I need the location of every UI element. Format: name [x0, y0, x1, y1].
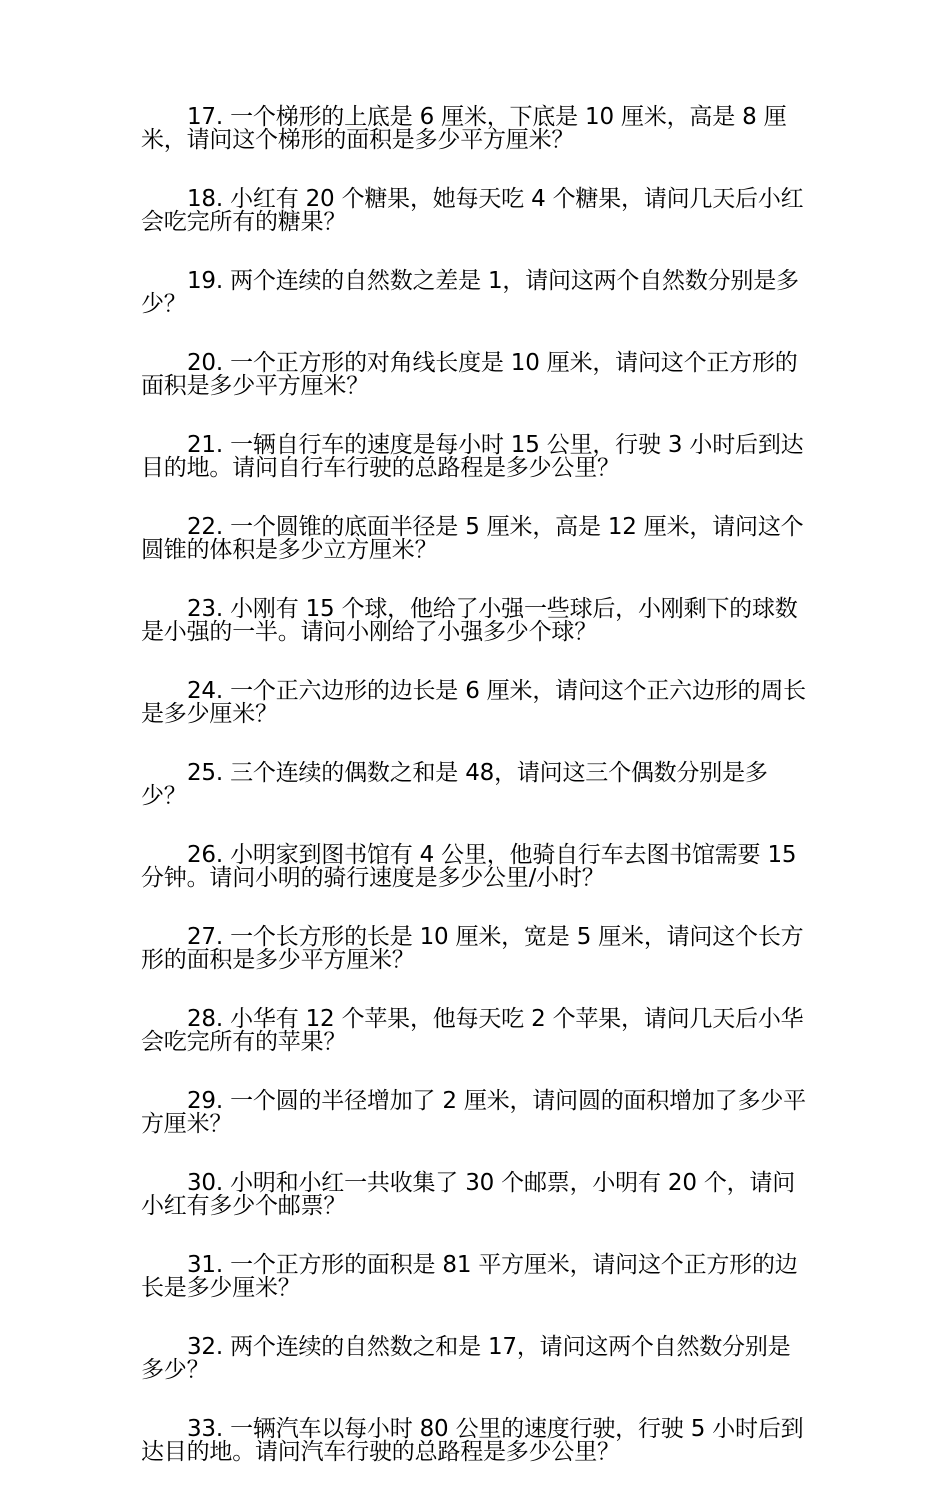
- question-24: 24. 一个正六边形的边长是 6 厘米，请问这个正六边形的周长是多少厘米？: [141, 678, 806, 727]
- question-list: [141, 106, 813, 1500]
- question-26: 26. 小明家到图书馆有 4 公里，他骑自行车去图书馆需要 15 分钟。请问小明的骑行速度是多少公里/小时？: [141, 842, 797, 891]
- question-20: 20. 一个正方形的对角线长度是 10 厘米，请问这个正方形的面积是多少平方厘米？: [141, 350, 798, 399]
- question-32: 32. 两个连续的自然数之和是 17，请问这两个自然数分别是多少？: [141, 1334, 791, 1383]
- question-31: 31. 一个正方形的面积是 81 平方厘米，请问这个正方形的边长是多少厘米？: [141, 1252, 798, 1301]
- question-33: 33. 一辆汽车以每小时 80 公里的速度行驶，行驶 5 小时后到达目的地。请问汽车行驶的总路程是多少公里？: [141, 1416, 804, 1465]
- question-21: 21. 一辆自行车的速度是每小时 15 公里，行驶 3 小时后到达目的地。请问自行车行驶的总路程是多少公里？: [141, 432, 804, 481]
- question-30: 30. 小明和小红一共收集了 30 个邮票，小明有 20 个，请问小红有多少个邮票？: [141, 1170, 796, 1219]
- question-22: 22. 一个圆锥的底面半径是 5 厘米，高是 12 厘米，请问这个圆锥的体积是多少立方厘米？: [141, 514, 804, 563]
- question-18: 18. 小红有 20 个糖果，她每天吃 4 个糖果，请问几天后小红会吃完所有的糖果？: [141, 186, 804, 235]
- question-28: 28. 小华有 12 个苹果，他每天吃 2 个苹果，请问几天后小华会吃完所有的苹果？: [141, 1006, 804, 1055]
- question-29: 29. 一个圆的半径增加了 2 厘米，请问圆的面积增加了多少平方厘米？: [141, 1088, 806, 1137]
- question-17: 17. 一个梯形的上底是 6 厘米，下底是 10 厘米，高是 8 厘米，请问这个梯形的面积是多少平方厘米？: [141, 104, 787, 153]
- question-23: 23. 小刚有 15 个球，他给了小强一些球后，小刚剩下的球数是小强的一半。请问小刚给了小强多少个球？: [141, 596, 798, 645]
- question-27: 27. 一个长方形的长是 10 厘米，宽是 5 厘米，请问这个长方形的面积是多少平方厘米？: [141, 924, 804, 973]
- question-25: 25. 三个连续的偶数之和是 48，请问这三个偶数分别是多少？: [141, 760, 768, 809]
- question-19: 19. 两个连续的自然数之差是 1，请问这两个自然数分别是多少？: [141, 268, 799, 317]
